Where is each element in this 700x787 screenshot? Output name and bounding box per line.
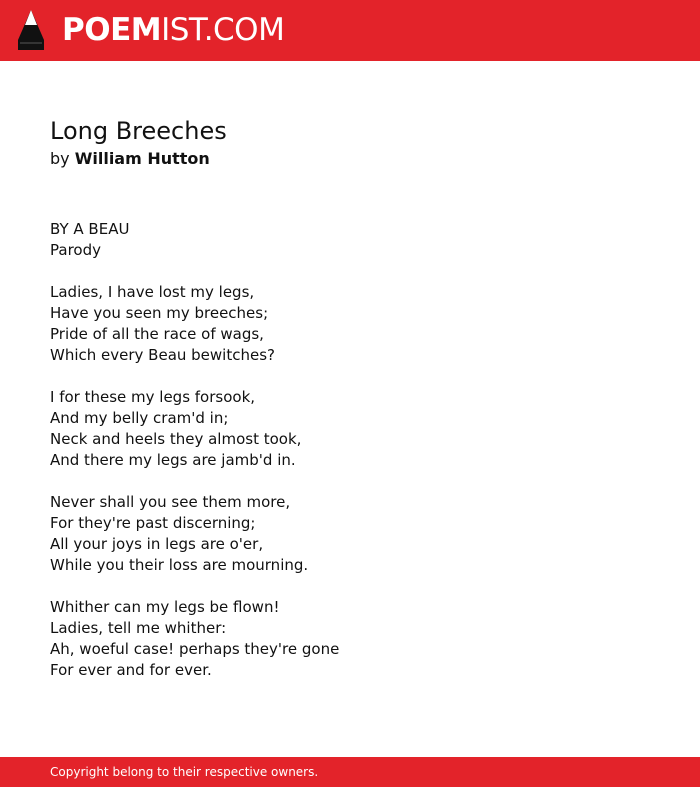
poem-line: Whither can my legs be flown! xyxy=(50,598,280,616)
poem-line: While you their loss are mourning. xyxy=(50,556,309,574)
poem-body xyxy=(50,219,339,681)
stanza-gap xyxy=(50,576,339,597)
stanza xyxy=(50,492,339,576)
pencil-tip-icon[interactable] xyxy=(18,10,44,50)
stanza xyxy=(50,597,339,681)
brand-bold: POEM xyxy=(62,12,162,48)
poem-line: And my belly cram'd in; xyxy=(50,409,229,427)
poem-line: Never shall you see them more, xyxy=(50,493,291,511)
site-footer xyxy=(0,757,700,787)
stanza-gap xyxy=(50,366,339,387)
byline xyxy=(50,149,210,169)
poem-line: Have you seen my breeches; xyxy=(50,304,269,322)
stanza xyxy=(50,219,339,261)
stanza-gap xyxy=(50,261,339,282)
poem-title: Long Breeches xyxy=(50,117,227,145)
poem-line: I for these my legs forsook, xyxy=(50,388,256,406)
poem-line: All your joys in legs are o'er, xyxy=(50,535,264,553)
site-logo-text[interactable] xyxy=(62,12,284,48)
poem-line: Pride of all the race of wags, xyxy=(50,325,264,343)
poem-line: And there my legs are jamb'd in. xyxy=(50,451,296,469)
poem-line: Neck and heels they almost took, xyxy=(50,430,302,448)
poem-line: Ah, woeful case! perhaps they're gone xyxy=(50,640,340,658)
poem-line: For they're past discerning; xyxy=(50,514,256,532)
author-name[interactable]: William Hutton xyxy=(74,149,210,168)
by-label: by xyxy=(50,149,70,168)
brand-light: IST.COM xyxy=(161,12,285,48)
poem-line: Ladies, I have lost my legs, xyxy=(50,283,255,301)
stanza xyxy=(50,387,339,471)
poem-line: Ladies, tell me whither: xyxy=(50,619,227,637)
stanza-gap xyxy=(50,471,339,492)
copyright-notice: Copyright belong to their respective owners. xyxy=(50,765,319,779)
poem-line: For ever and for ever. xyxy=(50,661,212,679)
poem-line: Parody xyxy=(50,241,101,259)
poem-line: Which every Beau bewitches? xyxy=(50,346,275,364)
poem-line: BY A BEAU xyxy=(50,220,130,238)
stanza xyxy=(50,282,339,366)
site-header xyxy=(0,0,700,61)
